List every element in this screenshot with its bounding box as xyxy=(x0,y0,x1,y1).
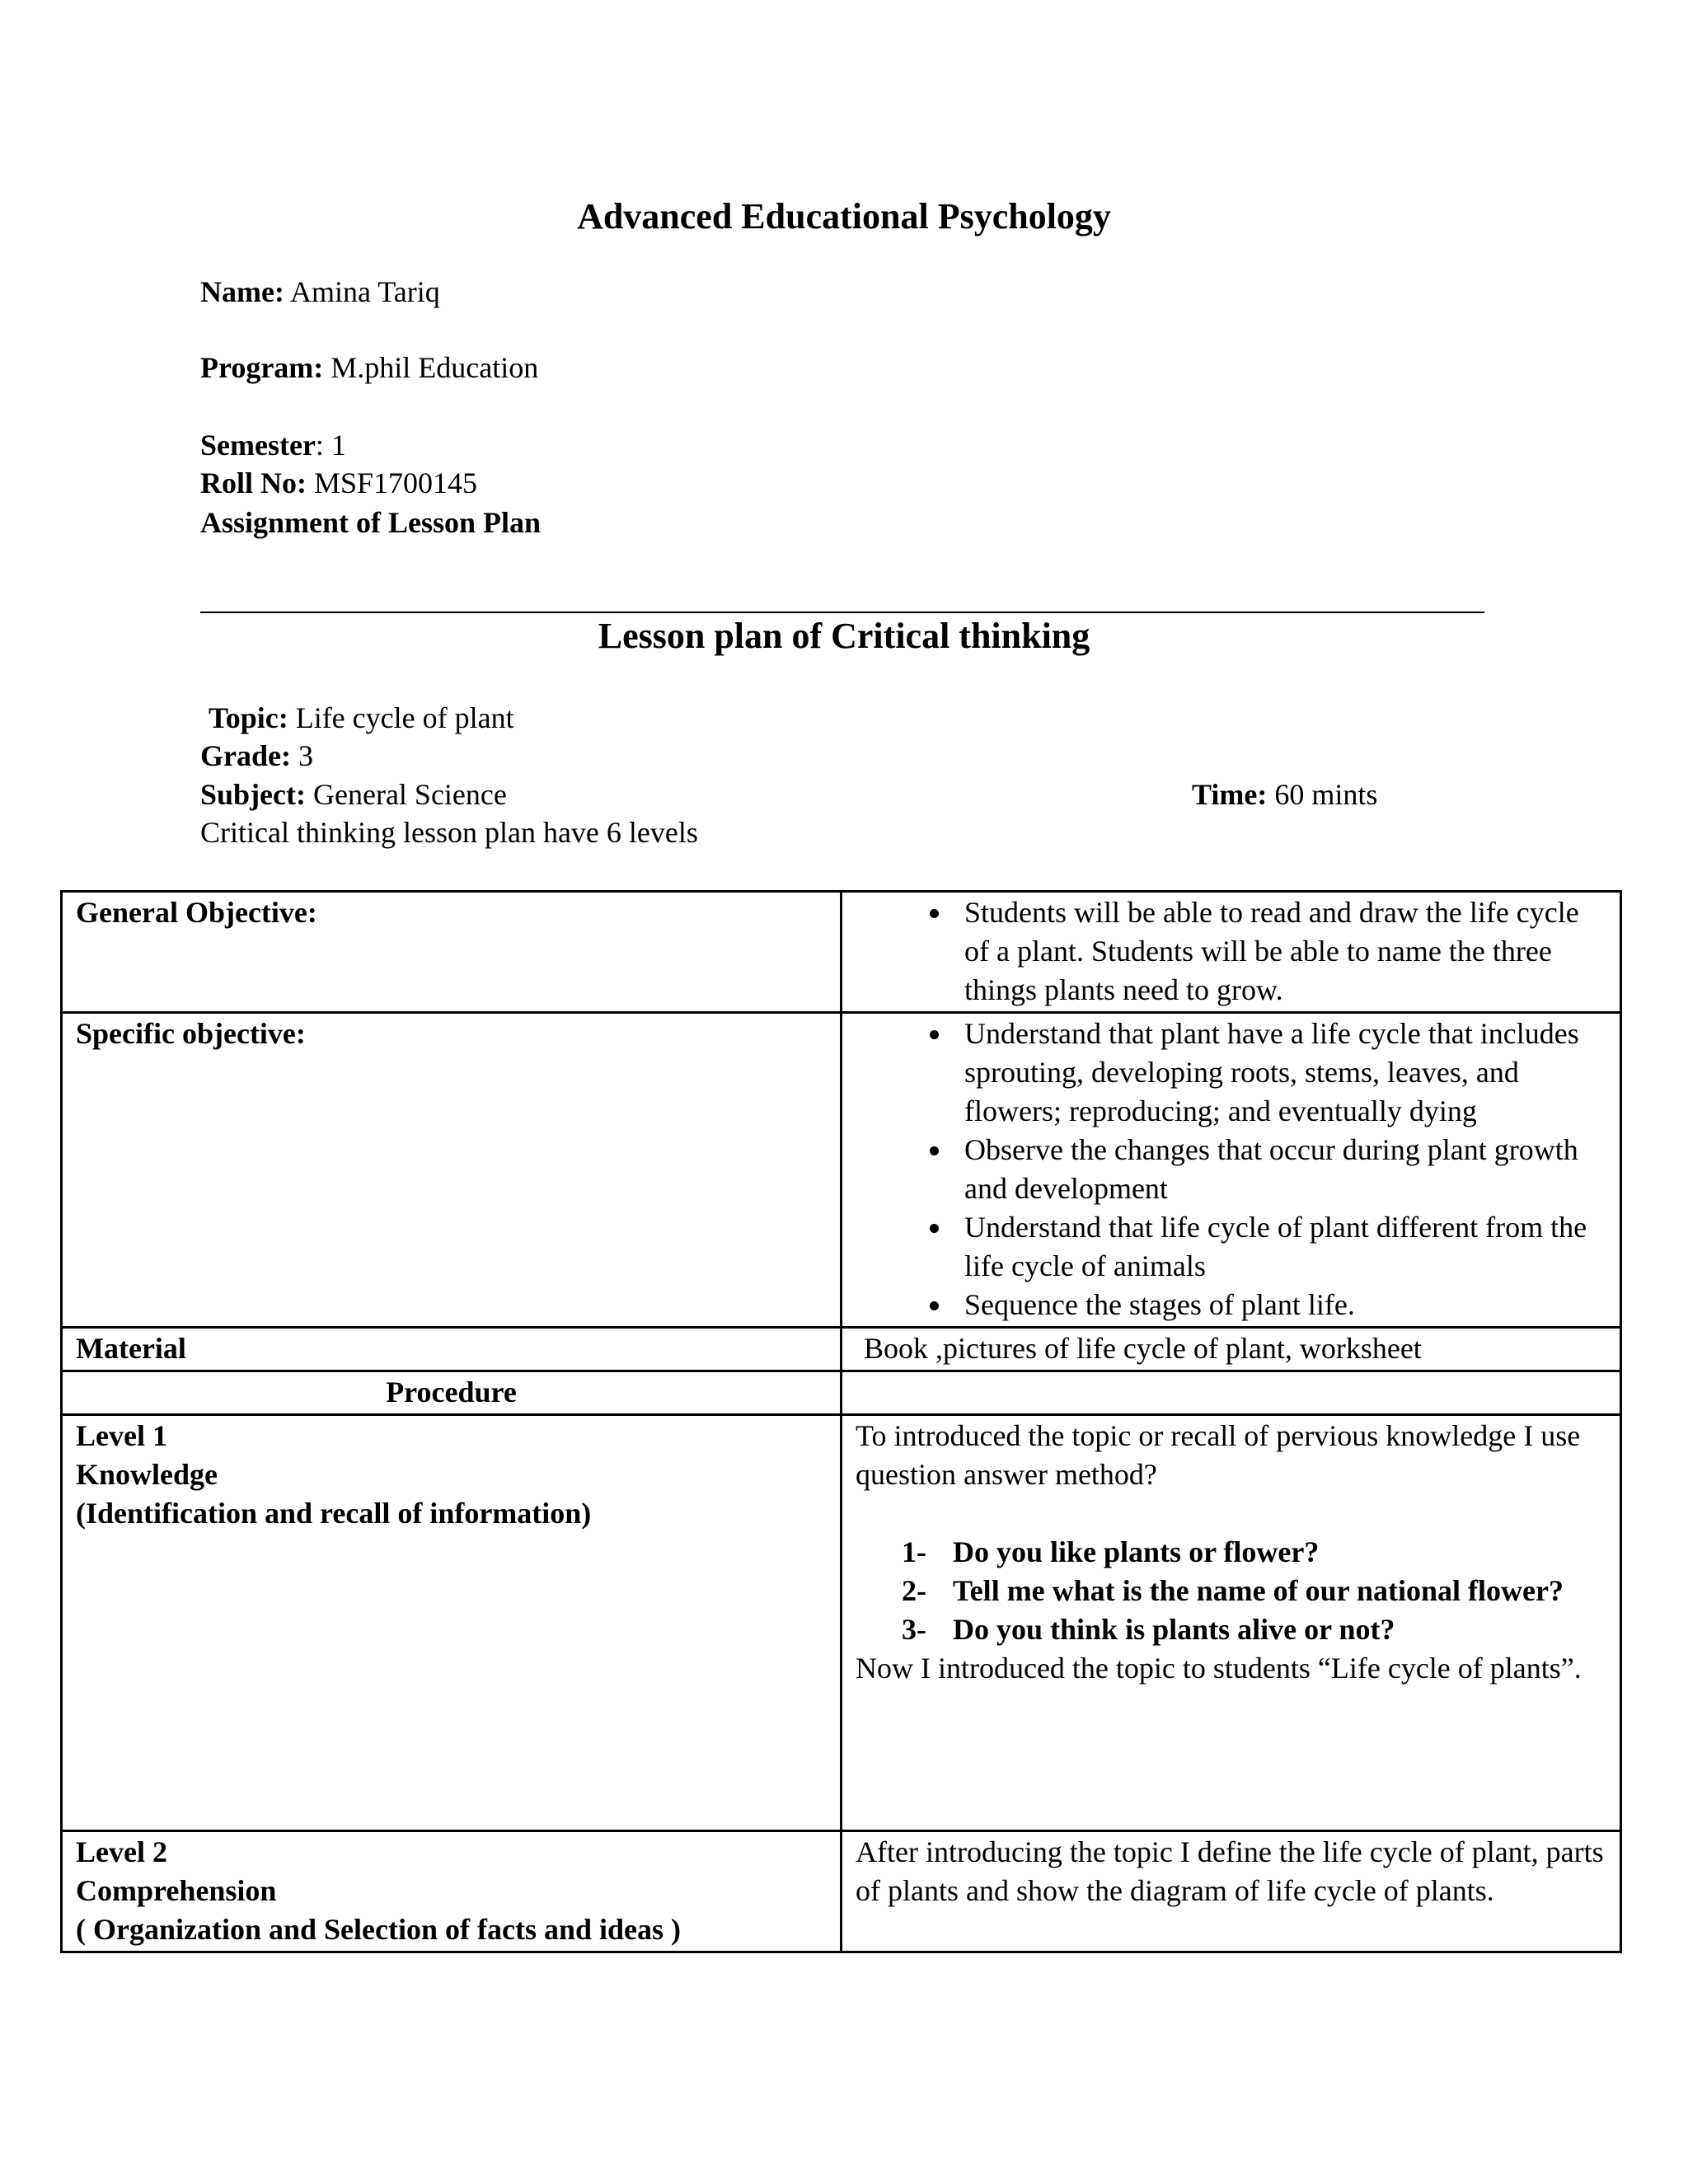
specific-objective-list xyxy=(856,1015,1606,1324)
list-item: Do you think is plants alive or not? xyxy=(953,1613,1395,1646)
time-line xyxy=(1192,776,1377,813)
list-item: Tell me what is the name of our national flower? xyxy=(953,1574,1564,1607)
table-row xyxy=(62,1831,1621,1952)
semester-line xyxy=(200,426,346,464)
program-line xyxy=(200,349,538,387)
grade-line xyxy=(200,737,313,775)
material-label: Material xyxy=(62,1328,842,1371)
specific-objective-label: Specific objective: xyxy=(62,1013,842,1328)
semester-label: Semester xyxy=(200,429,316,462)
level1-cell xyxy=(62,1415,842,1831)
procedure-label: Procedure xyxy=(62,1371,842,1415)
roll-label: Roll No: xyxy=(200,466,307,499)
procedure-empty-cell xyxy=(842,1371,1621,1415)
grade-label: Grade: xyxy=(200,739,291,772)
table-row xyxy=(62,1013,1621,1328)
roll-line xyxy=(200,464,477,502)
material-value: Book ,pictures of life cycle of plant, worksheet xyxy=(842,1328,1621,1371)
level1-intro: To introduced the topic or recall of pervious knowledge I use question answer method? xyxy=(856,1419,1581,1491)
subject-label: Subject: xyxy=(200,778,306,811)
level2-cell xyxy=(62,1831,842,1952)
assignment-line xyxy=(200,504,541,541)
name-value: Amina Tariq xyxy=(289,275,440,308)
semester-value: : 1 xyxy=(315,429,346,462)
level1-desc: (Identification and recall of information) xyxy=(76,1497,592,1530)
general-objective-list xyxy=(856,893,1606,1010)
assignment-title: Assignment of Lesson Plan xyxy=(200,506,542,539)
table-row xyxy=(62,1415,1621,1831)
level1-closing: Now I introduced the topic to students “Life cycle of plants”. xyxy=(856,1652,1582,1685)
specific-objective-cell xyxy=(842,1013,1621,1328)
level2-level: Level 2 xyxy=(76,1835,167,1868)
level1-level: Level 1 xyxy=(76,1419,167,1452)
time-label: Time: xyxy=(1192,778,1268,811)
list-item: • Understand that plant have a life cycle that includes sprouting, developing roots, stems, leaves, and flowers; reproducing; and eventually dying xyxy=(953,1015,1606,1131)
time-value: 60 mints xyxy=(1274,778,1378,811)
topic-line xyxy=(209,699,514,737)
name-line xyxy=(200,273,440,311)
course-title: Advanced Educational Psychology xyxy=(577,196,1111,237)
list-item: • Students will be able to read and draw the life cycle of a plant. Students will be able to name the three things plants need to grow. xyxy=(953,893,1606,1010)
level1-questions xyxy=(856,1533,1606,1649)
table-row xyxy=(62,1328,1621,1371)
name-label: Name: xyxy=(200,275,284,308)
topic-value: Life cycle of plant xyxy=(295,701,514,734)
list-item: • Understand that life cycle of plant different from the life cycle of animals xyxy=(953,1208,1606,1286)
roll-value: MSF1700145 xyxy=(314,466,478,499)
program-label: Program: xyxy=(200,351,324,384)
level2-desc: ( Organization and Selection of facts and ideas ) xyxy=(76,1913,681,1946)
table-row xyxy=(62,892,1621,1013)
topic-label: Topic: xyxy=(209,701,288,734)
level1-name: Knowledge xyxy=(76,1458,218,1491)
grade-value: 3 xyxy=(298,739,313,772)
general-objective-cell xyxy=(842,892,1621,1013)
level2-activity-cell: After introducing the topic I define the life cycle of plant, parts of plants and show the diagram of life cycle of plants. xyxy=(842,1831,1621,1952)
list-item: • Sequence the stages of plant life. xyxy=(953,1286,1606,1324)
subject-value: General Science xyxy=(313,778,507,811)
list-item: • Observe the changes that occur during plant growth and development xyxy=(953,1131,1606,1208)
lesson-plan-title: Lesson plan of Critical thinking xyxy=(598,616,1090,656)
table-row xyxy=(62,1371,1621,1415)
subject-line xyxy=(200,776,507,813)
lesson-plan-table xyxy=(60,890,1622,1953)
levels-note: Critical thinking lesson plan have 6 levels xyxy=(200,816,698,849)
level2-name: Comprehension xyxy=(76,1874,277,1907)
level1-activity-cell xyxy=(842,1415,1621,1831)
divider-line xyxy=(200,612,1484,613)
program-value: M.phil Education xyxy=(331,351,539,384)
list-item: Do you like plants or flower? xyxy=(953,1535,1320,1568)
general-objective-label: General Objective: xyxy=(62,892,842,1013)
